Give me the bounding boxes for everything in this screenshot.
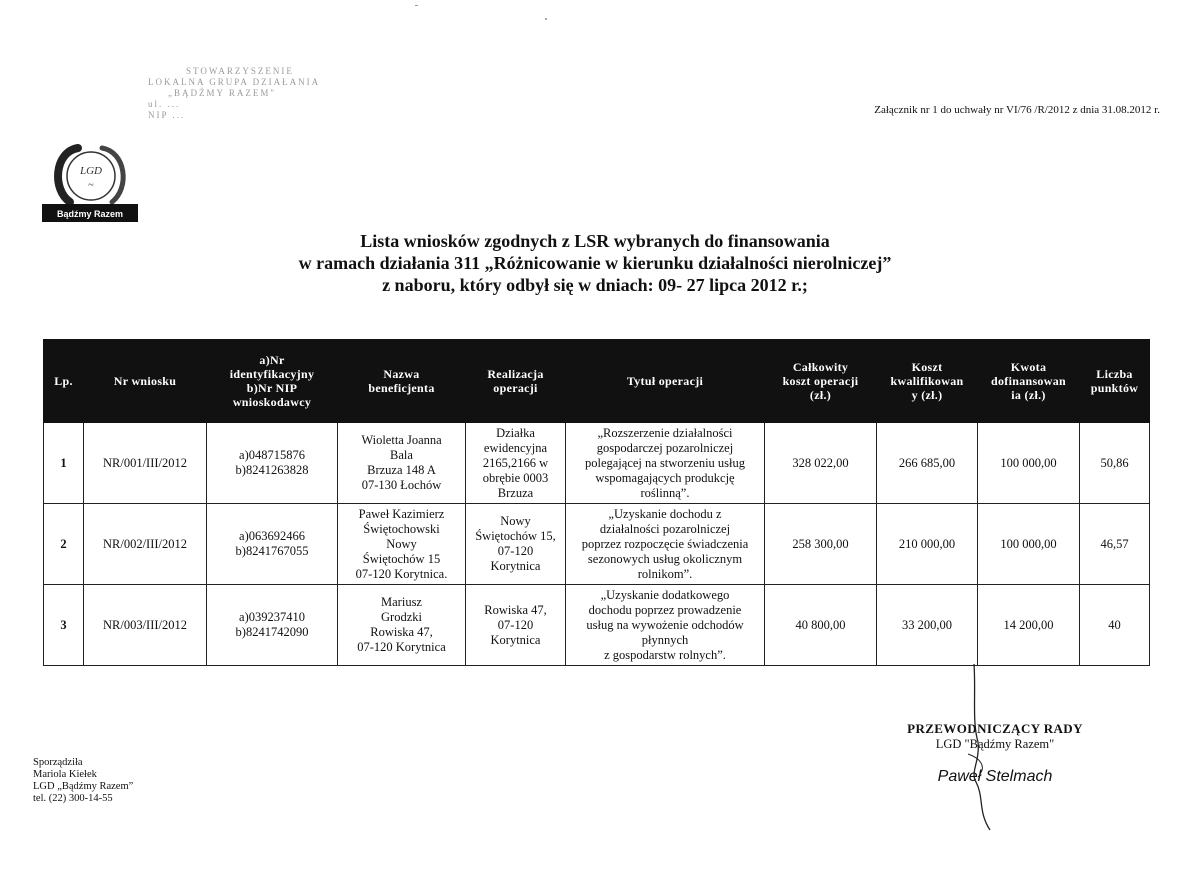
chairman-org: LGD "Bądźmy Razem" [935, 737, 1055, 751]
cell-lp: 1 [44, 423, 84, 504]
prepared-by-label: Sporządziła [33, 757, 83, 768]
title-line-1: Lista wniosków zgodnych z LSR wybranych do finansowania [360, 231, 830, 251]
cell-operation-title: „Rozszerzenie działalności gospodarczej pozarolniczej polegającej na stworzeniu usług wspomagających produkcję roślinną”. [566, 423, 765, 504]
cell-beneficiary: Wioletta Joanna Bala Brzuza 148 A 07-130 Łochów [338, 423, 466, 504]
header-location: Realizacja operacji [466, 340, 566, 423]
header-lp: Lp. [44, 340, 84, 423]
cell-application-number: NR/002/III/2012 [84, 504, 207, 585]
cell-eligible-cost: 266 685,00 [877, 423, 978, 504]
header-points: Liczba punktów [1080, 340, 1150, 423]
prepared-by-name: Mariola Kiełek [33, 769, 97, 780]
cell-ids: a)048715876 b)8241263828 [207, 423, 338, 504]
cell-eligible-cost: 210 000,00 [877, 504, 978, 585]
table-header-row [44, 340, 1150, 423]
cell-points: 40 [1080, 585, 1150, 666]
chairman-title: PRZEWODNICZĄCY RADY [907, 721, 1083, 736]
cell-grant-amount: 14 200,00 [978, 585, 1080, 666]
cell-total-cost: 328 022,00 [765, 423, 877, 504]
scan-speck [545, 18, 547, 20]
applications-table [43, 339, 1150, 666]
organization-stamp [148, 66, 358, 146]
lgd-logo [40, 140, 140, 224]
header-ids: a)Nr identyfikacyjny b)Nr NIP wnioskodawcy [207, 340, 338, 423]
chairman-name: Paweł Stelmach [937, 768, 1053, 785]
header-eligible-cost: Koszt kwalifikowan y (zł.) [877, 340, 978, 423]
cell-location: Rowiska 47, 07-120 Korytnica [466, 585, 566, 666]
cell-total-cost: 258 300,00 [765, 504, 877, 585]
cell-application-number: NR/003/III/2012 [84, 585, 207, 666]
scan-speck [415, 5, 418, 6]
cell-beneficiary: Paweł Kazimierz Świętochowski Nowy Świętochów 15 07-120 Korytnica. [338, 504, 466, 585]
cell-grant-amount: 100 000,00 [978, 504, 1080, 585]
cell-total-cost: 40 800,00 [765, 585, 877, 666]
header-grant-amount: Kwota dofinansowan ia (zł.) [978, 340, 1080, 423]
cell-ids: a)039237410 b)8241742090 [207, 585, 338, 666]
stamp-line: STOWARZYSZENIE [186, 66, 294, 76]
cell-location: Działka ewidencyjna 2165,2166 w obrębie 0003 Brzuza [466, 423, 566, 504]
table-row [44, 504, 1150, 585]
logo-band-text: Bądźmy Razem [56, 209, 124, 219]
prepared-by-org: LGD „Bądźmy Razem” [33, 781, 134, 792]
header-application-number: Nr wniosku [84, 340, 207, 423]
document-title [200, 230, 990, 296]
cell-beneficiary: Mariusz Grodzki Rowiska 47, 07-120 Korytnica [338, 585, 466, 666]
header-total-cost: Całkowity koszt operacji (zł.) [765, 340, 877, 423]
header-beneficiary: Nazwa beneficjenta [338, 340, 466, 423]
stamp-line: „BĄDŹMY RAZEM" [168, 88, 277, 98]
cell-ids: a)063692466 b)8241767055 [207, 504, 338, 585]
cell-location: Nowy Świętochów 15, 07-120 Korytnica [466, 504, 566, 585]
chairman-signature-block [880, 721, 1110, 786]
cell-application-number: NR/001/III/2012 [84, 423, 207, 504]
cell-lp: 3 [44, 585, 84, 666]
cell-grant-amount: 100 000,00 [978, 423, 1080, 504]
prepared-by-block [33, 757, 133, 805]
cell-eligible-cost: 33 200,00 [877, 585, 978, 666]
logo-graphic [40, 140, 140, 224]
cell-operation-title: „Uzyskanie dochodu z działalności pozarolniczej poprzez rozpoczęcie świadczenia sezonowych usług okolicznym rolnikom”. [566, 504, 765, 585]
cell-points: 46,57 [1080, 504, 1150, 585]
stamp-line: NIP ... [148, 110, 186, 120]
cell-operation-title: „Uzyskanie dodatkowego dochodu poprzez prowadzenie usług na wywożenie odchodów płynnych z gospodarstw rolnych”. [566, 585, 765, 666]
svg-text:~: ~ [88, 180, 94, 191]
annex-reference: Załącznik nr 1 do uchwały nr VI/76 /R/2012 z dnia 31.08.2012 r. [874, 104, 1160, 116]
stamp-line: ul. ... [148, 99, 181, 109]
cell-points: 50,86 [1080, 423, 1150, 504]
prepared-by-phone: tel. (22) 300-14-55 [33, 793, 113, 804]
stamp-line: LOKALNA GRUPA DZIAŁANIA [148, 77, 321, 87]
logo-text: LGD [79, 165, 103, 177]
header-operation-title: Tytuł operacji [566, 340, 765, 423]
title-line-2: w ramach działania 311 „Różnicowanie w kierunku działalności nierolniczej” [298, 253, 892, 273]
table-row [44, 585, 1150, 666]
title-line-3: z naboru, który odbył się w dniach: 09- 27 lipca 2012 r.; [382, 275, 808, 295]
cell-lp: 2 [44, 504, 84, 585]
table-row [44, 423, 1150, 504]
